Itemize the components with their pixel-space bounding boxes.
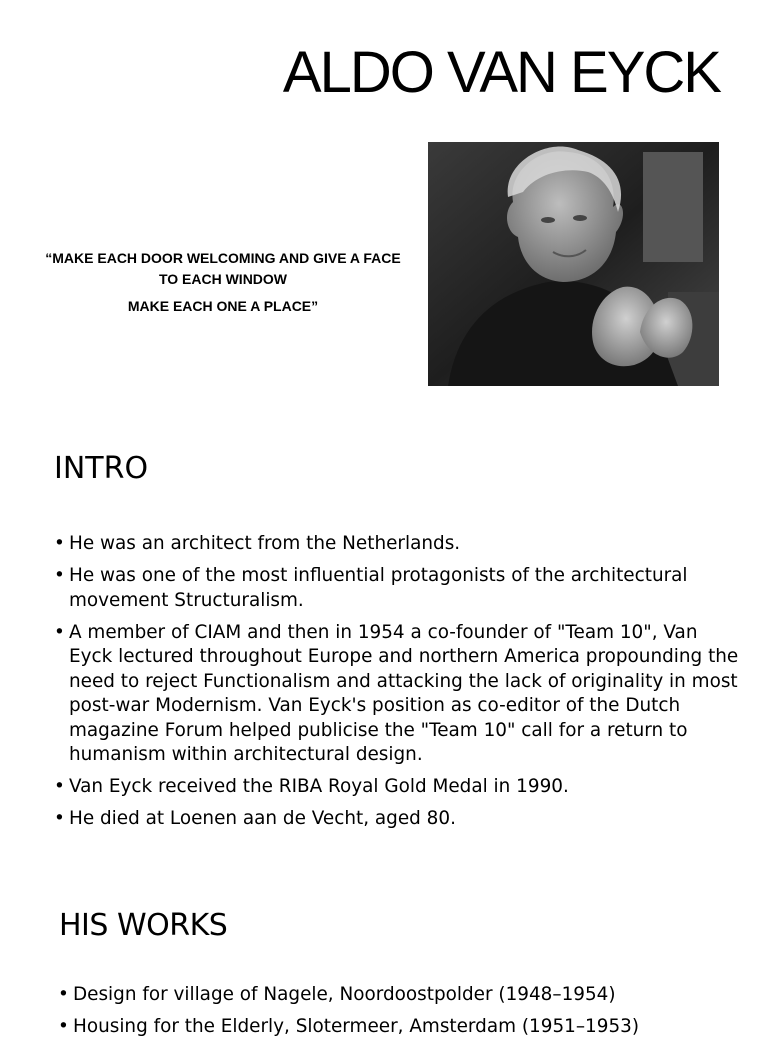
page-title: ALDO VAN EYCK bbox=[282, 40, 720, 105]
list-item-text: He was one of the most influential protagonists of the architectural movement Structuralism. bbox=[69, 565, 688, 611]
bullet-icon: • bbox=[54, 621, 65, 643]
bullet-icon: • bbox=[58, 1016, 69, 1037]
list-item bbox=[54, 775, 744, 800]
quote-block bbox=[40, 248, 406, 317]
works-heading: HIS WORKS bbox=[59, 908, 228, 943]
bullet-icon: • bbox=[54, 808, 65, 829]
list-item-text: He was an architect from the Netherlands. bbox=[69, 533, 461, 554]
bullet-icon: • bbox=[54, 776, 65, 797]
intro-heading: INTRO bbox=[54, 451, 149, 486]
bullet-icon: • bbox=[54, 565, 65, 586]
quote-line: “MAKE EACH DOOR WELCOMING AND GIVE A FACE TO EACH WINDOW bbox=[45, 250, 401, 287]
list-item bbox=[54, 807, 744, 832]
bullet-icon: • bbox=[58, 984, 69, 1005]
quote-line: MAKE EACH ONE A PLACE” bbox=[127, 298, 319, 314]
list-item bbox=[54, 564, 744, 613]
list-item bbox=[54, 532, 744, 557]
list-item bbox=[54, 621, 744, 768]
list-item bbox=[58, 983, 748, 1008]
works-list bbox=[58, 983, 748, 1047]
list-item-text: A member of CIAM and then in 1954 a co-founder of "Team 10", Van Eyck lectured throughout Europe and northern America propounding the need to reject Functionalism and attacking the lack of originality in most post-war Modernism. Van Eyck's position as co-editor of the Dutch magazine Forum helped publicise the "Team 10" call for a return to humanism within architectural design. bbox=[69, 621, 739, 765]
list-item-text: Design for village of Nagele, Noordoostpolder (1948–1954) bbox=[73, 984, 616, 1005]
list-item-text: Van Eyck received the RIBA Royal Gold Medal in 1990. bbox=[69, 776, 569, 797]
intro-list bbox=[54, 532, 744, 839]
list-item bbox=[58, 1015, 748, 1040]
list-item-text: He died at Loenen aan de Vecht, aged 80. bbox=[69, 808, 456, 829]
portrait-icon bbox=[428, 142, 719, 386]
portrait-photo bbox=[428, 142, 719, 386]
list-item-text: Housing for the Elderly, Slotermeer, Amsterdam (1951–1953) bbox=[73, 1016, 640, 1037]
bullet-icon: • bbox=[54, 533, 65, 554]
